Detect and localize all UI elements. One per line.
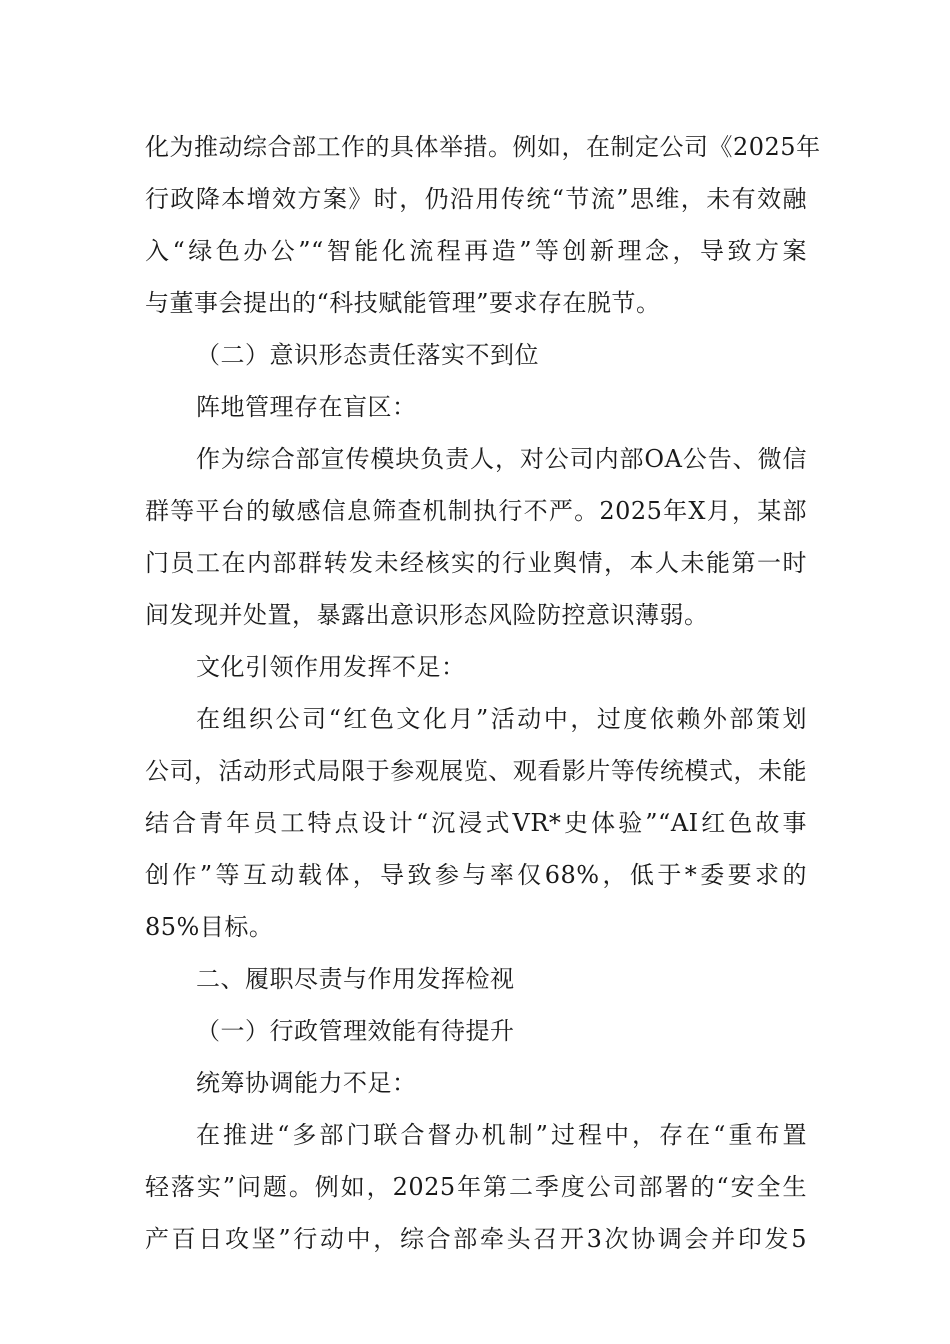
paragraph-line: 化为推动综合部工作的具体举措。例如，在制定公司《2025年 bbox=[145, 133, 821, 161]
paragraph-line: 公司，活动形式局限于参观展览、观看影片等传统模式，未能 bbox=[145, 757, 807, 785]
paragraph-line: 统筹协调能力不足： bbox=[196, 1069, 417, 1097]
paragraph-line: 作为综合部宣传模块负责人，对公司内部OA公告、微信 bbox=[196, 445, 807, 473]
paragraph-line: （二）意识形态责任落实不到位 bbox=[196, 341, 539, 369]
paragraph-line: 行政降本增效方案》时，仍沿用传统“节流”思维，未有效融 bbox=[145, 185, 807, 213]
paragraph-line: 在组织公司“红色文化月”活动中，过度依赖外部策划 bbox=[196, 705, 807, 733]
paragraph-line: 间发现并处置，暴露出意识形态风险防控意识薄弱。 bbox=[145, 601, 709, 629]
paragraph-line: 85%目标。 bbox=[145, 913, 274, 941]
paragraph-line: 群等平台的敏感信息筛查机制执行不严。2025年X月，某部 bbox=[145, 497, 807, 525]
paragraph-line: 轻落实”问题。例如，2025年第二季度公司部署的“安全生 bbox=[145, 1173, 807, 1201]
paragraph-line: 结合青年员工特点设计“沉浸式VR*史体验”“AI红色故事 bbox=[145, 809, 807, 837]
document-body bbox=[145, 126, 821, 1270]
paragraph-line: 文化引领作用发挥不足： bbox=[196, 653, 466, 681]
paragraph-line: 与董事会提出的“科技赋能管理”要求存在脱节。 bbox=[145, 289, 661, 317]
paragraph-line: （一）行政管理效能有待提升 bbox=[196, 1017, 515, 1045]
paragraph-line: 创作”等互动载体，导致参与率仅68%，低于*委要求的 bbox=[145, 861, 807, 889]
paragraph-line: 阵地管理存在盲区： bbox=[196, 393, 417, 421]
paragraph-line: 入“绿色办公”“智能化流程再造”等创新理念，导致方案 bbox=[145, 237, 807, 265]
paragraph-line: 产百日攻坚”行动中，综合部牵头召开3次协调会并印发5 bbox=[145, 1225, 807, 1253]
paragraph-line: 在推进“多部门联合督办机制”过程中，存在“重布置 bbox=[196, 1121, 807, 1149]
paragraph-line: 门员工在内部群转发未经核实的行业舆情，本人未能第一时 bbox=[145, 549, 807, 577]
paragraph-line: 二、履职尽责与作用发挥检视 bbox=[196, 965, 515, 993]
